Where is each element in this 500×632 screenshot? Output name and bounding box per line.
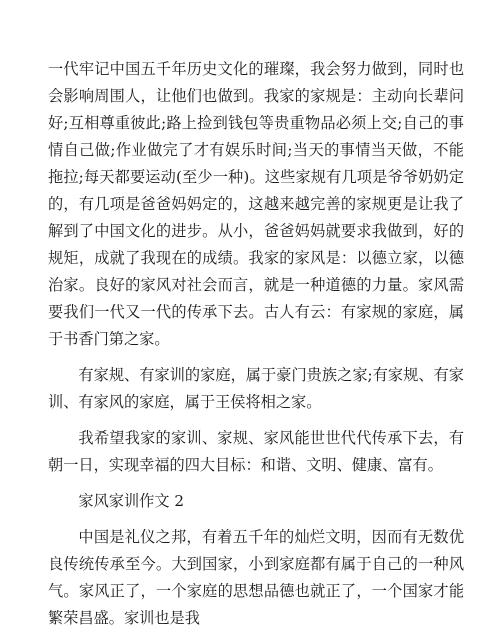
document-body (48, 56, 464, 632)
paragraph-2: 有家规、有家训的家庭，属于豪门贵族之家;有家规、有家训、有家风的家庭，属于王侯将相之家。 (48, 366, 464, 411)
paragraph-3: 我希望我家的家训、家规、家风能世世代代传承下去，有朝一日，实现幸福的四大目标：和谐、文明、健康、富有。 (48, 429, 464, 474)
section-heading: 家风家训作文 2 (78, 492, 185, 510)
paragraph-1: 一代牢记中国五千年历史文化的璀璨，我会努力做到，同时也会影响周围人，让他们也做到。我家的家规是：主动向长辈问好;互相尊重彼此;路上捡到钱包等贵重物品必须上交;自己的事情自己做;作业做完了才有娱乐时间;当天的事情当天做，不能拖拉;每天都要运动(至少一种)。这些家规有几项是爷爷奶奶定的，有几项是爸爸妈妈定的，这越来越完善的家规更是让我了解到了中国文化的进步。从小，爸爸妈妈就要求我做到，好的规矩，成就了我现在的成绩。我家的家风是：以德立家，以德治家。良好的家风对社会而言，就是一种道德的力量。家风需要我们一代又一代的传承下去。古人有云：有家规的家庭，属于书香门第之家。 (48, 60, 464, 348)
paragraph-4: 中国是礼仪之邦，有着五千年的灿烂文明，因而有无数优良传统传承至今。大到国家，小到家庭都有属于自己的一种风气。家风正了，一个家庭的思想品德也就正了，一个国家才能繁荣昌盛。家训也是我 (48, 528, 464, 627)
